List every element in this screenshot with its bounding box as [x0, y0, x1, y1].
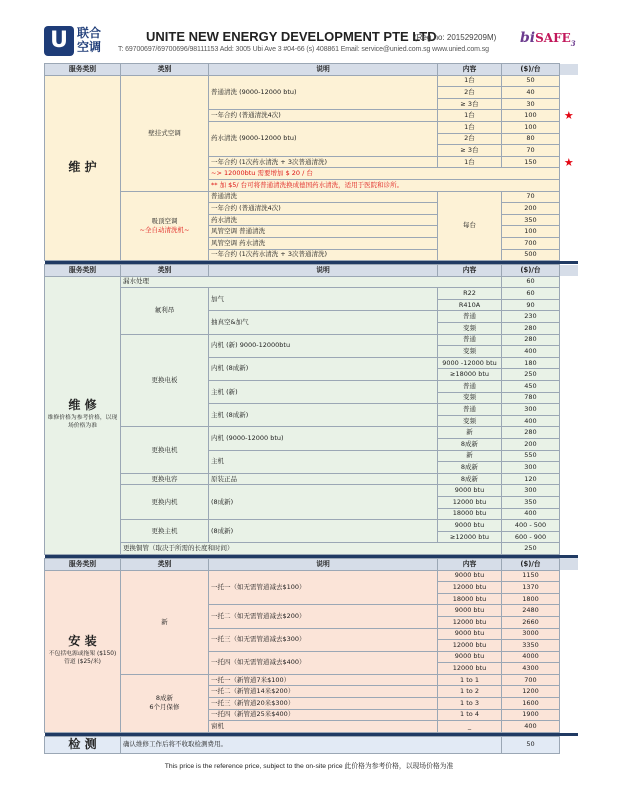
price: 3350 [502, 640, 560, 652]
price: 700 [502, 237, 560, 249]
spacer [560, 570, 578, 582]
spacer [560, 628, 578, 640]
unit: 1 to 4 [438, 709, 502, 721]
price: 350 [502, 214, 560, 226]
unit: 12000 btu [438, 582, 502, 594]
desc: 风管空调 普通清洗 [209, 226, 438, 238]
desc-chemical-clean: 药水清洗 (9000-12000 btu) [209, 121, 438, 156]
desc: 主机 [209, 450, 438, 473]
price: 60 [502, 276, 560, 288]
registration-number: (Reg no: 201529209M) [414, 33, 497, 42]
desc: 一年合约 (1次药水清洗 + 3次普通清洗) [209, 249, 438, 261]
spacer [560, 593, 578, 605]
spacer [560, 404, 578, 416]
col-price: ($)/台 [502, 64, 560, 76]
unit: 9000 btu [438, 485, 502, 497]
repair-section [45, 276, 578, 554]
desc: 一托一（新管道7米$100） [209, 674, 438, 686]
star-icon: ★ [560, 156, 578, 168]
unit: 1 to 1 [438, 674, 502, 686]
unit: 8成新 [438, 462, 502, 474]
desc: 一托二（如无需管道减去$200） [209, 605, 438, 628]
price: 300 [502, 462, 560, 474]
bizsafe-logo: biSAFE$_3$ [520, 30, 576, 48]
category: 更换电板 [121, 334, 209, 427]
spacer [560, 288, 578, 300]
spacer [560, 651, 578, 663]
spacer [560, 496, 578, 508]
desc: 漏水处理 [121, 276, 502, 288]
spacer [560, 369, 578, 381]
desc: (8成新) [209, 485, 438, 520]
inspection-desc: 确认维修工作后将不收取检测费用。 [121, 736, 502, 753]
spacer [560, 543, 578, 555]
spacer [560, 145, 578, 157]
unit: R410A [438, 299, 502, 311]
category: 8成新 6个月保修 [121, 674, 209, 732]
desc: 一托四（新管道25米$400） [209, 709, 438, 721]
unit: 变频 [438, 323, 502, 335]
desc: 加气 [209, 288, 438, 311]
spacer [560, 168, 578, 180]
price: 1370 [502, 582, 560, 594]
price: 400 [502, 721, 560, 733]
unit: 8成新 [438, 439, 502, 451]
desc: 主机 (8成新) [209, 404, 438, 427]
price: 280 [502, 323, 560, 335]
col-description: 说明 [209, 265, 438, 277]
price: 400 - 500 [502, 520, 560, 532]
unit: 18000 btu [438, 593, 502, 605]
spacer [560, 191, 578, 203]
price: 70 [502, 191, 560, 203]
spacer [560, 392, 578, 404]
spacer [560, 249, 578, 261]
col-category: 类别 [121, 64, 209, 76]
desc-annual-normal: 一年合约 (普通清洗4次) [209, 110, 438, 122]
price: 1900 [502, 709, 560, 721]
spacer [560, 462, 578, 474]
unit: ≥12000 btu [438, 531, 502, 543]
price: 280 [502, 427, 560, 439]
installation-section [45, 570, 578, 732]
price: 500 [502, 249, 560, 261]
price: 2480 [502, 605, 560, 617]
price: 80 [502, 133, 560, 145]
unit: ≥ 3台 [438, 145, 502, 157]
spacer [560, 276, 578, 288]
spacer [560, 721, 578, 733]
price: 250 [502, 543, 560, 555]
unit: 1 to 2 [438, 686, 502, 698]
price: 280 [502, 334, 560, 346]
desc: 原装正品 [209, 473, 438, 485]
unit: 8成新 [438, 473, 502, 485]
category: 更换电机 [121, 427, 209, 473]
spacer [560, 265, 578, 277]
unit: 9000 btu [438, 570, 502, 582]
spacer [560, 237, 578, 249]
unit: R22 [438, 288, 502, 300]
category: 更换电容 [121, 473, 209, 485]
spacer [560, 709, 578, 721]
unit: 变频 [438, 415, 502, 427]
price: 550 [502, 450, 560, 462]
spacer [560, 381, 578, 393]
unit-each: 每台 [438, 191, 502, 261]
maintenance-section [45, 75, 578, 261]
spacer [560, 485, 578, 497]
spacer [560, 346, 578, 358]
desc-annual-combo: 一年合约 (1次药水清洗 + 3次普通清洗) [209, 156, 438, 168]
price: 600 - 900 [502, 531, 560, 543]
spacer [560, 582, 578, 594]
price: 230 [502, 311, 560, 323]
spacer [560, 179, 578, 191]
unit: 普通 [438, 334, 502, 346]
desc: 药水清洗 [209, 214, 438, 226]
col-content: 内容 [438, 558, 502, 570]
unit: ≥ 3台 [438, 98, 502, 110]
price: 180 [502, 357, 560, 369]
spacer [560, 87, 578, 99]
price: 100 [502, 121, 560, 133]
price: 450 [502, 381, 560, 393]
price: 350 [502, 496, 560, 508]
unit: 9000 btu [438, 605, 502, 617]
spacer [560, 98, 578, 110]
desc: 一年合约 (普通清洗4次) [209, 203, 438, 215]
price: 120 [502, 473, 560, 485]
col-service: 服务类别 [45, 64, 121, 76]
footer-note: This price is the reference price, subject to the on-site price 此价格为参考价格，以现场价格为准 [164, 763, 454, 770]
star-icon: ★ [560, 110, 578, 122]
price: 400 [502, 415, 560, 427]
unit: _ [438, 721, 502, 733]
unit: 1台 [438, 156, 502, 168]
desc: 内机 (9000-12000 btu) [209, 427, 438, 450]
price: 4300 [502, 663, 560, 675]
spacer [560, 427, 578, 439]
unit: 1台 [438, 75, 502, 87]
table-header-row [45, 558, 578, 570]
price: 4000 [502, 651, 560, 663]
inspection-section [45, 736, 578, 753]
unit: 新 [438, 450, 502, 462]
unit: 12000 btu [438, 616, 502, 628]
desc-normal-clean: 普通清洗 (9000-12000 btu) [209, 75, 438, 110]
section-title-inspection: 检 测 [45, 736, 121, 753]
section-title-install: 安 装 不包括电源或拖架 ($150) 管道 ($25/米) [45, 570, 121, 732]
desc: (8成新) [209, 520, 438, 543]
category: 更换内机 [121, 485, 209, 520]
spacer [560, 203, 578, 215]
price-table [44, 63, 578, 754]
category: 更换主机 [121, 520, 209, 543]
spacer [560, 299, 578, 311]
desc: 窗机 [209, 721, 438, 733]
unit: 9000 btu [438, 628, 502, 640]
unit: 1 to 3 [438, 698, 502, 710]
spacer [560, 133, 578, 145]
price: 1150 [502, 570, 560, 582]
price: 250 [502, 369, 560, 381]
price: 150 [502, 156, 560, 168]
unit: 普通 [438, 311, 502, 323]
spacer [560, 226, 578, 238]
spacer [560, 311, 578, 323]
desc: 风管空调 药水清洗 [209, 237, 438, 249]
spacer [560, 357, 578, 369]
col-description: 说明 [209, 64, 438, 76]
spacer [560, 605, 578, 617]
spacer [560, 473, 578, 485]
desc: 主机 (新) [209, 381, 438, 404]
company-name: UNITE NEW ENERGY DEVELOPMENT PTE LTD [146, 29, 437, 44]
spacer [560, 663, 578, 675]
unit: 2台 [438, 133, 502, 145]
price: 2660 [502, 616, 560, 628]
desc: 一托一（如无需管道减去$100） [209, 570, 438, 605]
unit: 12000 btu [438, 640, 502, 652]
price: 200 [502, 439, 560, 451]
section-title-repair: 维 修 维修价格为参考价格，以现场价格为准 [45, 276, 121, 554]
price: 90 [502, 299, 560, 311]
price: 1600 [502, 698, 560, 710]
spacer [560, 64, 578, 76]
unit: 12000 btu [438, 496, 502, 508]
desc: 一托三（如无需管道减去$300） [209, 628, 438, 651]
unit: 9000 btu [438, 520, 502, 532]
price: 300 [502, 404, 560, 416]
price: 400 [502, 508, 560, 520]
col-category: 类别 [121, 558, 209, 570]
spacer [560, 558, 578, 570]
unit: 9000 btu [438, 651, 502, 663]
spacer [560, 640, 578, 652]
spacer [560, 450, 578, 462]
unit: 变频 [438, 392, 502, 404]
unit: 新 [438, 427, 502, 439]
category: 氟利昂 [121, 288, 209, 334]
price: 60 [502, 288, 560, 300]
desc: 更换铜管（取决于所需的长度和时间） [121, 543, 502, 555]
spacer [560, 698, 578, 710]
spacer [560, 214, 578, 226]
inspection-price: 50 [502, 736, 560, 753]
spacer [560, 736, 578, 753]
price: 70 [502, 145, 560, 157]
desc: 一托三（新管道20米$300） [209, 698, 438, 710]
col-price: ($)/台 [502, 265, 560, 277]
unit: 普通 [438, 404, 502, 416]
unit: 9000 -12000 btu [438, 357, 502, 369]
price: 3000 [502, 628, 560, 640]
contact-line: T: 69700697/69700696/98111153 Add: 3005 Ubi Ave 3 #04-66 (s) 408861 Email: service@unied.com.sg www.unied.com.sg [118, 46, 489, 53]
spacer [560, 121, 578, 133]
col-content: 内容 [438, 64, 502, 76]
unit: 12000 btu [438, 663, 502, 675]
price: 30 [502, 98, 560, 110]
spacer [560, 508, 578, 520]
unit: 1台 [438, 121, 502, 133]
unit: 1台 [438, 110, 502, 122]
price: 1200 [502, 686, 560, 698]
spacer [560, 520, 578, 532]
col-description: 说明 [209, 558, 438, 570]
desc: 内机 (新) 9000-12000btu [209, 334, 438, 357]
desc: 抽真空&加气 [209, 311, 438, 334]
table-header-row [45, 64, 578, 76]
col-service: 服务类别 [45, 558, 121, 570]
col-category: 类别 [121, 265, 209, 277]
desc: 一托四（如无需管道减去$400） [209, 651, 438, 674]
price: 700 [502, 674, 560, 686]
unit: 普通 [438, 381, 502, 393]
price: 300 [502, 485, 560, 497]
spacer [560, 415, 578, 427]
col-service: 服务类别 [45, 265, 121, 277]
price: 50 [502, 75, 560, 87]
price: 1800 [502, 593, 560, 605]
unit: 变频 [438, 346, 502, 358]
col-price: ($)/台 [502, 558, 560, 570]
spacer [560, 616, 578, 628]
table-header-row [45, 265, 578, 277]
price: 780 [502, 392, 560, 404]
spacer [560, 334, 578, 346]
logo-text: 联合空调 [77, 26, 102, 54]
price: 100 [502, 110, 560, 122]
price: 200 [502, 203, 560, 215]
note-german-chemical: ** 加 $5/ 台可将普通清洗换成德国药水清洗，适用于医院和诊所。 [209, 179, 560, 191]
spacer [560, 75, 578, 87]
price: 40 [502, 87, 560, 99]
category-ceiling: 吸顶空调 ~全自动清洗机~ [121, 191, 209, 261]
col-content: 内容 [438, 265, 502, 277]
spacer [560, 439, 578, 451]
spacer [560, 674, 578, 686]
desc: 内机 (8成新) [209, 357, 438, 380]
letterhead [0, 0, 618, 62]
unit: 2台 [438, 87, 502, 99]
unit: ≥18000 btu [438, 369, 502, 381]
spacer [560, 686, 578, 698]
unit: 18000 btu [438, 508, 502, 520]
company-logo: U [44, 26, 74, 56]
desc: 普通清洗 [209, 191, 438, 203]
price: 400 [502, 346, 560, 358]
note-over-12000: ~> 12000btu 需要增加 $ 20 / 台 [209, 168, 560, 180]
price: 100 [502, 226, 560, 238]
section-title-maintenance: 维 护 [45, 75, 121, 261]
desc: 一托二（新管道14米$200） [209, 686, 438, 698]
category-wall-mounted: 壁挂式空调 [121, 75, 209, 191]
spacer [560, 531, 578, 543]
spacer [560, 323, 578, 335]
category: 新 [121, 570, 209, 674]
